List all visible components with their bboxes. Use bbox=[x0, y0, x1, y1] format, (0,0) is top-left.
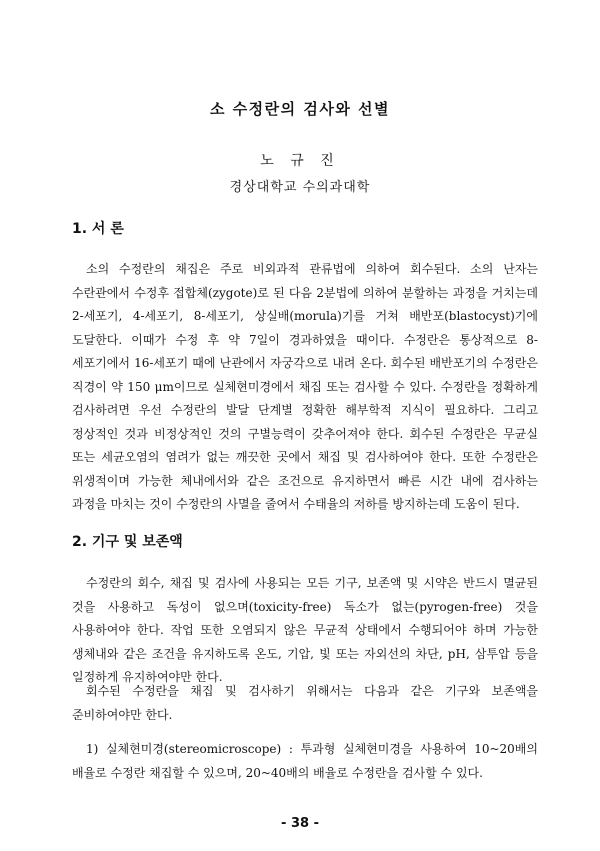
page-number: - 38 - bbox=[281, 816, 319, 831]
section-heading-equipment: 2. 기구 및 보존액 bbox=[72, 534, 183, 550]
equipment-paragraph-2: 회수된 수정란을 채집 및 검사하기 위해서는 다음과 같은 기구와 보존액을 준비하여야만 한다. bbox=[72, 684, 538, 722]
equipment-paragraph-1: 수정란의 회수, 채집 및 검사에 사용되는 모든 기구, 보존액 및 시약은 반드시 멸균된 것을 사용하고 독성이 없으며(toxicity-free) 독소가 없는(pyrogen-free) 것을 사용하여야 한다. 작업 또한 오염되지 않은 무균적 상태에서 수행되어야 하며 가능한 생체내와 같은 조건을 유지하도록 온도, 기압, 빛 또는 자외선의 차단, pH, 삼투압 등을 일정하게 유지하여야만 한다. bbox=[72, 576, 538, 684]
author-name: 노 규 진 bbox=[260, 153, 340, 169]
author-affiliation: 경상대학교 수의과대학 bbox=[229, 180, 371, 195]
paper-title: 소 수정란의 검사와 선별 bbox=[209, 100, 391, 118]
section-heading-introduction: 1. 서 론 bbox=[72, 221, 124, 237]
equipment-paragraph-3: 1) 실체현미경(stereomicroscope) : 투과형 실체현미경을 사용하여 10~20배의 배율로 수정란 채집할 수 있으며, 20~40배의 배율로 수정란을 검사할 수 있다. bbox=[72, 742, 538, 780]
introduction-paragraph: 소의 수정란의 채집은 주로 비외과적 관류법에 의하여 회수된다. 소의 난자는 수란관에서 수정후 접합체(zygote)로 된 다음 2분법에 의하여 분할하는 과정을 거치는데 2-세포기, 4-세포기, 8-세포기, 상실배(morula)기를 거쳐 배반포(blastocyst)기에 도달한다. 이때가 수정 후 약 7일이 경과하였을 때이다. 수정란은 통상적으로 8-세포기에서 16-세포기 때에 난관에서 자궁각으로 내려 온다. 회수된 배반포기의 수정란은 직경이 약 150 μm이므로 실체현미경에서 채집 또는 검사할 수 있다. 수정란을 정확하게 검사하려면 우선 수정란의 발달 단계별 정확한 해부학적 지식이 필요하다. 그리고 정상적인 것과 비정상적인 것의 구별능력이 갖추어져야 한다. 회수된 수정란은 무균실 또는 세균오염의 염려가 없는 깨끗한 곳에서 채집 및 검사하여야 한다. 또한 수정란은 위생적이며 가능한 체내에서와 같은 조건으로 유지하면서 빠른 시간 내에 검사하는 과정을 마치는 것이 수정란의 사멸을 줄여서 수태율의 저하를 방지하는데 도움이 된다. bbox=[72, 262, 538, 511]
